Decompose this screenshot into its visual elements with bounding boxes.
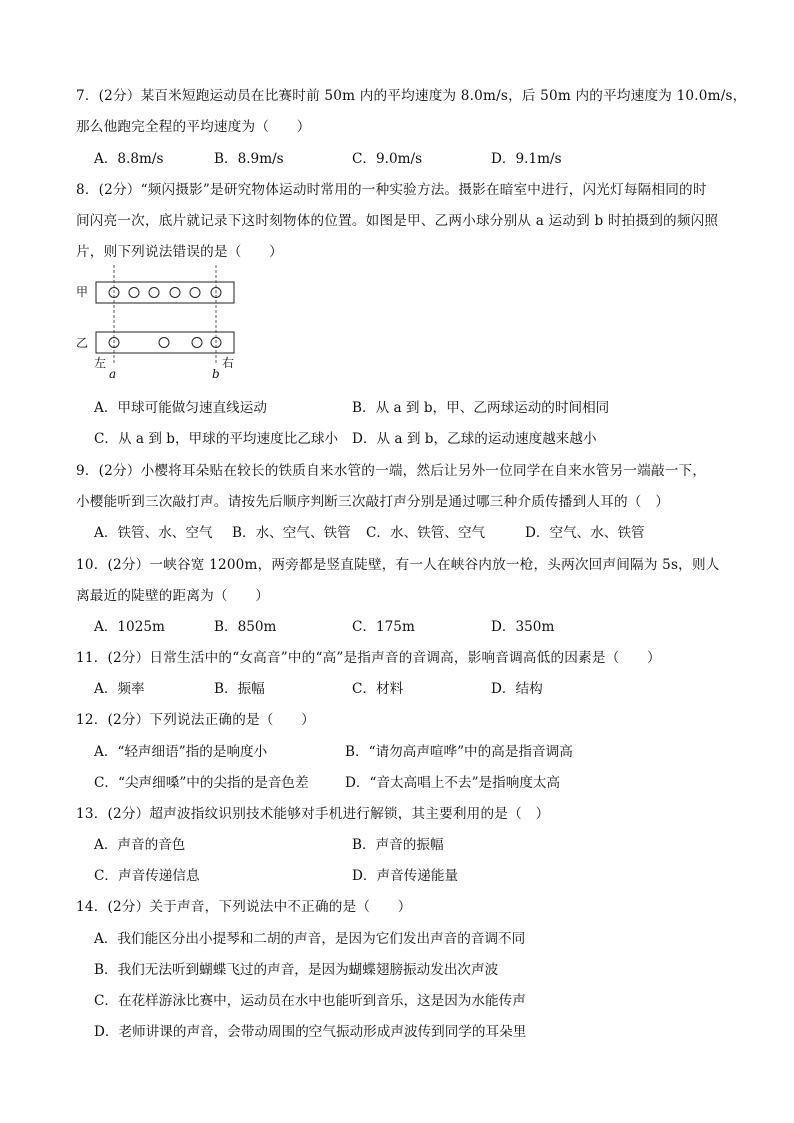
q10-stem-line1: 10．(2分）一峡谷宽 1200m，两旁都是竖直陡壁，有一人在峡谷内放一枪，头两次回声间隔为 5s，则人	[76, 557, 720, 573]
label-yi: 乙	[76, 336, 89, 350]
q8-stem-line2: 间闪亮一次，底片就记录下这时刻物体的位置。如图是甲、乙两小球分别从 a 运动到 b 时拍摄到的频闪照	[76, 213, 719, 229]
q11-option-b[interactable]: B．振幅	[214, 681, 265, 697]
q11-option-a[interactable]: A．频率	[94, 681, 145, 697]
q7-option-a[interactable]: A．8.8m/s	[94, 151, 164, 167]
q14-option-a[interactable]: A．我们能区分出小提琴和二胡的声音，是因为它们发出声音的音调不同	[94, 931, 526, 947]
ball-jia-5	[190, 288, 200, 298]
q13-option-d[interactable]: D．声音传递能量	[352, 868, 459, 884]
ball-yi-3	[192, 338, 202, 348]
q11-option-d[interactable]: D．结构	[491, 681, 543, 697]
ball-yi-2	[159, 338, 169, 348]
q8-option-c[interactable]: C．从 a 到 b，甲球的平均速度比乙球小	[94, 431, 339, 447]
q12-option-a[interactable]: A．“轻声细语”指的是响度小	[94, 744, 268, 760]
ball-jia-3	[149, 288, 159, 298]
q9-option-c[interactable]: C．水、铁管、空气	[366, 525, 486, 541]
q10-stem-line2: 离最近的陡壁的距离为（ ）	[76, 588, 270, 604]
q8-option-a[interactable]: A．甲球可能做匀速直线运动	[94, 400, 267, 416]
q7-option-b[interactable]: B．8.9m/s	[214, 151, 284, 167]
q10-option-d[interactable]: D．350m	[491, 619, 555, 635]
strip-jia	[96, 282, 234, 303]
q7-option-d[interactable]: D．9.1m/s	[491, 151, 562, 167]
ball-jia-2	[129, 288, 139, 298]
label-left: 左	[94, 356, 107, 370]
q12-option-b[interactable]: B．“请勿高声喧哗”中的高是指音调高	[345, 744, 573, 760]
q10-option-a[interactable]: A．1025m	[94, 619, 165, 635]
strobe-photo-figure	[76, 263, 256, 383]
q9-stem-line2: 小樱能听到三次敲打声。请按先后顺序判断三次敲打声分别是通过哪三种介质传播到人耳的（ ）	[76, 494, 670, 510]
strip-yi	[96, 332, 234, 353]
q11-option-c[interactable]: C．材料	[352, 681, 404, 697]
q9-stem-line1: 9．(2分）小樱将耳朵贴在较长的铁质自来水管的一端，然后让另外一位同学在自来水管另一端敲一下，	[76, 463, 707, 479]
ball-jia-4	[170, 288, 180, 298]
q9-option-d[interactable]: D．空气、水、铁管	[525, 525, 645, 541]
q9-option-b[interactable]: B．水、空气、铁管	[232, 525, 351, 541]
q12-option-c[interactable]: C．“尖声细嗓”中的尖指的是音色差	[94, 775, 309, 791]
q10-option-c[interactable]: C．175m	[352, 619, 415, 635]
label-b: b	[212, 367, 220, 381]
q14-stem-line1: 14．(2分）关于声音，下列说法中不正确的是（ ）	[76, 899, 412, 915]
q13-option-a[interactable]: A．声音的音色	[94, 837, 186, 853]
q8-stem-line3: 片，则下列说法错误的是（ ）	[76, 244, 283, 260]
q14-option-d[interactable]: D．老师讲课的声音，会带动周围的空气振动形成声波传到同学的耳朵里	[94, 1024, 527, 1040]
q9-option-a[interactable]: A．铁管、水、空气	[94, 525, 213, 541]
strobe-photo-diagram	[76, 263, 256, 383]
q14-option-b[interactable]: B．我们无法听到蝴蝶飞过的声音，是因为蝴蝶翅膀振动发出次声波	[94, 962, 499, 978]
q12-stem-line1: 12．(2分）下列说法正确的是（ ）	[76, 712, 315, 728]
label-right: 右	[222, 356, 235, 370]
q11-stem-line1: 11．(2分）日常生活中的“女高音”中的“高”是指声音的音调高，影响音调高低的因素是（ ）	[76, 650, 661, 666]
q8-stem-line1: 8．(2分）“频闪摄影”是研究物体运动时常用的一种实验方法。摄影在暗室中进行，闪光灯每隔相同的时	[76, 182, 707, 198]
label-jia: 甲	[76, 285, 89, 299]
q13-option-c[interactable]: C．声音传递信息	[94, 868, 200, 884]
q13-stem-line1: 13．(2分）超声波指纹识别技术能够对手机进行解锁，其主要利用的是（ ）	[76, 806, 550, 822]
q13-option-b[interactable]: B．声音的振幅	[352, 837, 444, 853]
q10-option-b[interactable]: B．850m	[214, 619, 277, 635]
q12-option-d[interactable]: D．“音太高唱上不去”是指响度太高	[345, 775, 561, 791]
q7-option-c[interactable]: C．9.0m/s	[352, 151, 423, 167]
q7-stem-line1: 7．(2分）某百米短跑运动员在比赛时前 50m 内的平均速度为 8.0m/s，后 50m 内的平均速度为 10.0m/s，	[76, 88, 747, 104]
q8-option-d[interactable]: D．从 a 到 b，乙球的运动速度越来越小	[352, 431, 597, 447]
label-a: a	[109, 367, 117, 381]
q14-option-c[interactable]: C．在花样游泳比赛中，运动员在水中也能听到音乐，这是因为水能传声	[94, 993, 526, 1009]
q8-option-b[interactable]: B．从 a 到 b，甲、乙两球运动的时间相同	[352, 400, 610, 416]
q7-stem-line2: 那么他跑完全程的平均速度为（ ）	[76, 119, 311, 135]
